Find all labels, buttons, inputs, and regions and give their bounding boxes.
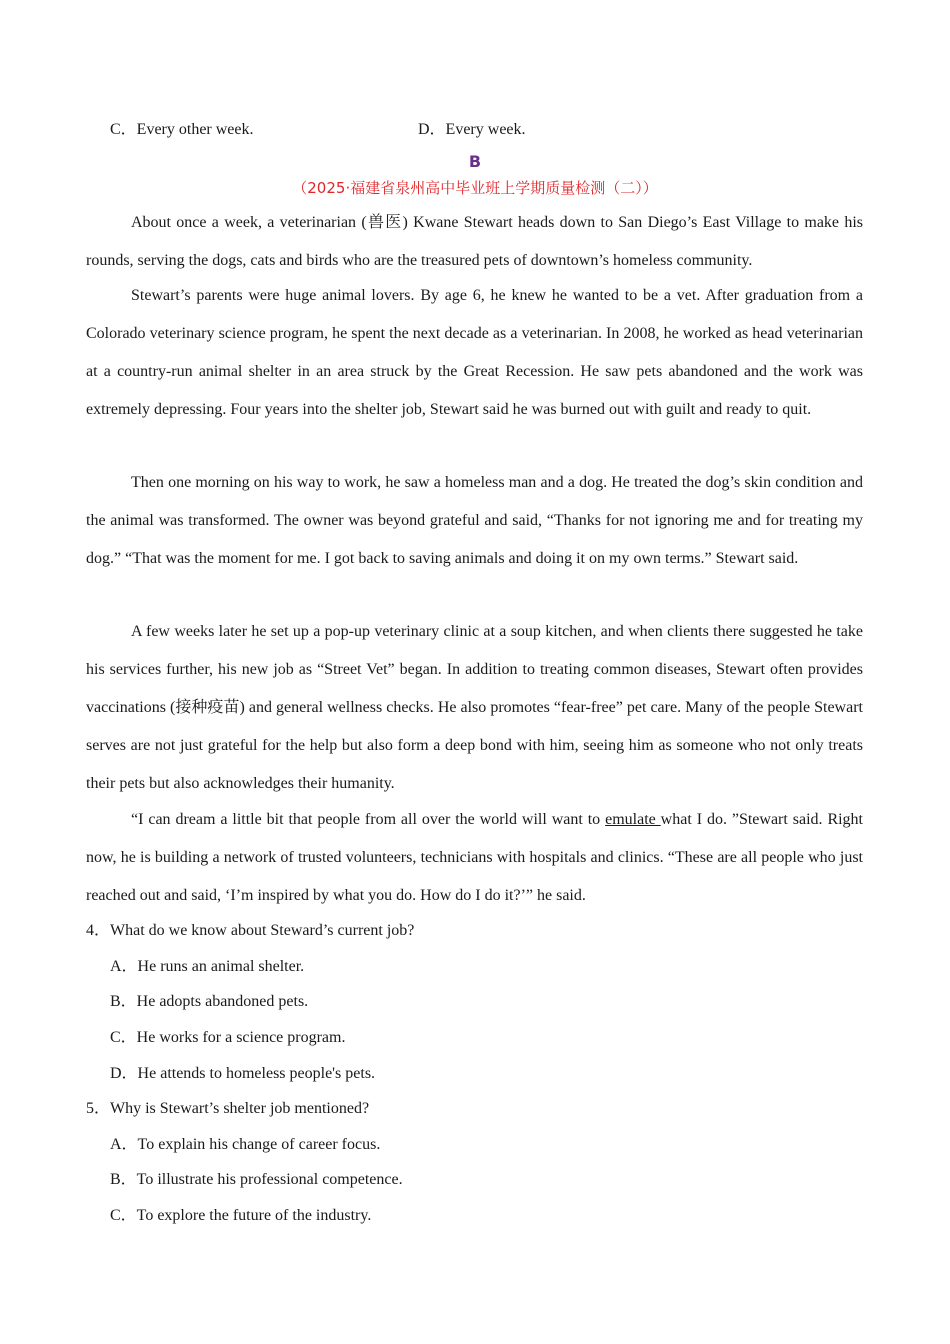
question-5-option-b[interactable]: B．To illustrate his professional competence. — [110, 1171, 403, 1188]
passage-paragraph-2: Stewart’s parents were huge animal lovers. By age 6, he knew he wanted to be a vet. After graduation from a Colorado veterinary science program, he spent the next decade as a veterinarian. In 2008, he worked as head veterinarian at a country-run animal shelter in an area struck by the Great Recession. He saw pets abandoned and the work was extremely depressing. Four years into the shelter job, Stewart said he was burned out with guilt and ready to quit. — [86, 287, 863, 418]
section-letter: B — [468, 152, 482, 171]
passage-paragraph-5 — [86, 801, 863, 915]
question-4-option-c[interactable]: C．He works for a science program. — [110, 1029, 346, 1046]
option-c[interactable]: C．Every other week. — [110, 121, 254, 138]
question-4-option-b[interactable]: B．He adopts abandoned pets. — [110, 993, 309, 1010]
passage-paragraph-1: About once a week, a veterinarian (兽医) Kwane Stewart heads down to San Diego’s East Village to make his rounds, serving the dogs, cats and birds who are the treasured pets of downtown’s homeless community. — [86, 214, 863, 269]
question-5-stem: 5．Why is Stewart’s shelter job mentioned? — [86, 1100, 370, 1117]
previous-question-options — [110, 116, 870, 138]
paragraph-5-text-after: what I do. ”Stewart said. Right now, he is building a network of trusted volunteers, technicians with hospitals and clinics. “These are all people who just reached out and said, ‘I’m inspired by what you do. How do I do it?’” he said. — [86, 811, 864, 904]
question-4-option-d[interactable]: D．He attends to homeless people's pets. — [110, 1065, 376, 1082]
option-d[interactable]: D．Every week. — [418, 121, 526, 138]
passage-paragraph-4: A few weeks later he set up a pop-up veterinary clinic at a soup kitchen, and when clients there suggested he take his services further, his new job as “Street Vet” began. In addition to treating common diseases, Stewart often provides vaccinations (接种疫苗) and general wellness checks. He also promotes “fear-free” pet care. Many of the people Stewart serves are not just grateful for the help but also form a deep bond with him, seeing him as someone who not only treats their pets but also acknowledges their humanity. — [86, 623, 863, 792]
passage-paragraph-3: Then one morning on his way to work, he saw a homeless man and a dog. He treated the dog’s skin condition and the animal was transformed. The owner was beyond grateful and said, “Thanks for not ignoring me and for treating my dog.” “That was the moment for me. I got back to saving animals and doing it on my own terms.” Stewart said. — [86, 474, 863, 567]
underlined-word-emulate: emulate — [605, 811, 661, 828]
paragraph-5-text-before: “I can dream a little bit that people from all over the world will want to — [131, 811, 606, 828]
question-5-option-c[interactable]: C．To explore the future of the industry. — [110, 1207, 372, 1224]
question-4-option-a[interactable]: A．He runs an animal shelter. — [110, 958, 305, 975]
question-4-stem: 4．What do we know about Steward’s current job? — [86, 922, 415, 939]
source-citation: （2025·福建省泉州高中毕业班上学期质量检测（二）） — [292, 179, 658, 197]
question-5-option-a[interactable]: A．To explain his change of career focus. — [110, 1136, 381, 1153]
